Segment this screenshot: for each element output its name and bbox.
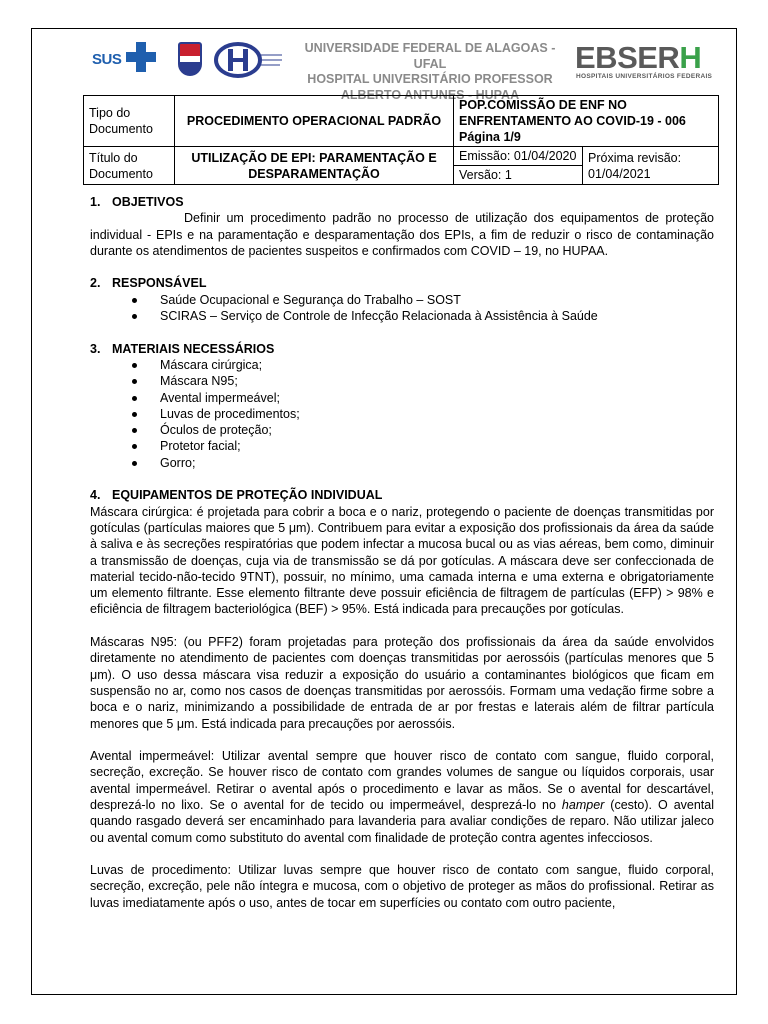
bullet-icon: [132, 444, 137, 449]
emissao-date: Emissão: 01/04/2020: [454, 147, 582, 166]
titulo-label: Título do Documento: [84, 147, 175, 185]
institution-name: [292, 41, 568, 103]
bullet-icon: [132, 396, 137, 401]
tipo-value: PROCEDIMENTO OPERACIONAL PADRÃO: [175, 96, 454, 147]
materiais-list: [90, 357, 714, 471]
pop-code: POP.COMISSÃO DE ENF NO ENFRENTAMENTO AO COVID-19 - 006: [459, 98, 686, 128]
institution-line-3: ALBERTO ANTUNES - HUPAA: [340, 87, 520, 102]
bullet-icon: [132, 461, 137, 466]
bullet-icon: [132, 412, 137, 417]
bullet-icon: [132, 379, 137, 384]
tipo-label: Tipo do Documento: [84, 96, 175, 147]
sus-logo-text: SUS: [92, 51, 122, 68]
table-row: [84, 147, 719, 185]
ebserh-logo-word: [575, 42, 701, 74]
institution-line-1: UNIVERSIDADE FEDERAL DE ALAGOAS - UFAL: [304, 41, 556, 71]
section-title-epi: 4. EQUIPAMENTOS DE PROTEÇÃO INDIVIDUAL: [90, 488, 383, 503]
responsavel-list: [90, 292, 714, 325]
page-number: Página 1/9: [459, 130, 521, 144]
section-title-materiais: 3. MATERIAIS NECESSÁRIOS: [90, 341, 275, 356]
paragraph-mascara-cirurgica: Máscara cirúrgica: é projetada para cobrir a boca e o nariz, protegendo o paciente de doenças transmitidas por gotículas (partículas maiores que 5 μm). Contribuem para evitar a exposição dos profissionais da área da saúde à saliva e às secreções respiratórias que podem infectar a mucosa bucal ou as vias aéreas, bem como, diminuir a transmissão de doenças, cuja via de transmissão se dá por gotículas. A máscara deve ser confeccionada de material tecido-não-tecido 9TNT), possuir, no mínimo, uma camada interna e uma externa e obrigatoriamente um elemento filtrante. Esse elemento filtrante deve possuir eficiência de filtragem de partículas (EFP) > 98% e eficiência de filtragem bacteriológica (BEF) > 95%. Está indicada para precauções por gotículas.: [90, 504, 714, 617]
list-item: Saúde Ocupacional e Segurança do Trabalho – SOST: [90, 292, 714, 308]
proxima-revisao: Próxima revisão: 01/04/2021: [583, 147, 719, 185]
document-info-table: [83, 95, 719, 185]
document-body: [90, 194, 714, 911]
titulo-value: UTILIZAÇÃO DE EPI: PARAMENTAÇÃO E DESPARAMENTAÇÃO: [175, 147, 454, 185]
list-item: Gorro;: [90, 455, 714, 471]
objetivos-text: Definir um procedimento padrão no processo de utilização dos equipamentos de proteção individual - EPIs e na paramentação e desparamentação dos EPIs, a fim de reduzir o risco de contaminação durante os atendimentos de pacientes suspeitos e confirmados com COVID – 19, no HUPAA.: [90, 211, 714, 258]
bullet-icon: [132, 363, 137, 368]
ebserh-logo-text: EBSERH: [575, 40, 702, 75]
list-item: Máscara cirúrgica;: [90, 357, 714, 373]
ebserh-logo-subtitle: HOSPITAIS UNIVERSITÁRIOS FEDERAIS: [576, 73, 713, 80]
institution-line-2: HOSPITAL UNIVERSITÁRIO PROFESSOR: [307, 72, 553, 86]
pop-code-cell: [454, 96, 719, 147]
table-row: [84, 96, 719, 147]
ebserh-logo: [575, 42, 721, 82]
ufal-seal-icon: [178, 42, 202, 76]
bullet-icon: [132, 298, 137, 303]
bullet-icon: [132, 428, 137, 433]
section-title-objetivos: 1. OBJETIVOS: [90, 195, 184, 209]
versao: Versão: 1: [459, 168, 512, 182]
paragraph-luvas: Luvas de procedimento: Utilizar luvas sempre que houver risco de contato com sangue, fluido corporal, secreção, excreção, pele não íntegra e mucosa, com o objetivo de proteger as mãos do profissional. Retirar as luvas imediatamente após o uso, antes de tocar em superfícies ou contato com outro paciente,: [90, 863, 714, 910]
sus-cross-icon: [126, 42, 156, 72]
paragraph-avental: Avental impermeável: Utilizar avental sempre que houver risco de contato com sangue, fluido corporal, secreção, excreção. Se houver risco de contato com grandes volumes de sangue ou líquidos corporais, usar avental impermeável. Retirar o avental após o procedimento e lavar as mãos. Se o avental for descartável, desprezá-lo no lixo. Se o avental for de tecido ou impermeável, desprezá-lo no hamper (cesto). O avental quando rasgado deverá ser encaminhado para lavanderia para avaliar condições de reparo. Não utilizar jaleco ou avental comum como substituto do avental com finalidade de proteção contra agentes infecciosos.: [90, 749, 715, 845]
list-item: Máscara N95;: [90, 373, 714, 389]
list-item: Luvas de procedimentos;: [90, 406, 714, 422]
list-item: Protetor facial;: [90, 438, 714, 454]
list-item: Avental impermeável;: [90, 390, 714, 406]
paragraph-mascara-n95: Máscaras N95: (ou PFF2) foram projetadas para proteção dos profissionais da área da saúde envolvidos diretamente no atendimento de pacientes com doenças transmitidas por aerossóis (partículas menores que 5 μm). O uso dessa máscara visa reduzir a exposição do usuário a contaminantes biológicos que ficam em suspensão no ar, como nos casos de doenças transmitidas por aerossóis. Formam uma vedação firme sobre a boca e o nariz, minimizando a possibilidade de entrada de ar por frestas e laterais além de filtrar partícula menores que 5 μm. Está indicada para precauções por aerossóis.: [90, 635, 714, 731]
emissao-versao-cell: [454, 147, 583, 185]
bullet-icon: [132, 314, 137, 319]
sus-logo: [92, 42, 164, 80]
list-item: Óculos de proteção;: [90, 422, 714, 438]
section-title-responsavel: 2. RESPONSÁVEL: [90, 276, 207, 291]
hupaa-logo: [214, 41, 284, 79]
list-item: SCIRAS – Serviço de Controle de Infecção Relacionada à Assistência à Saúde: [90, 308, 714, 324]
